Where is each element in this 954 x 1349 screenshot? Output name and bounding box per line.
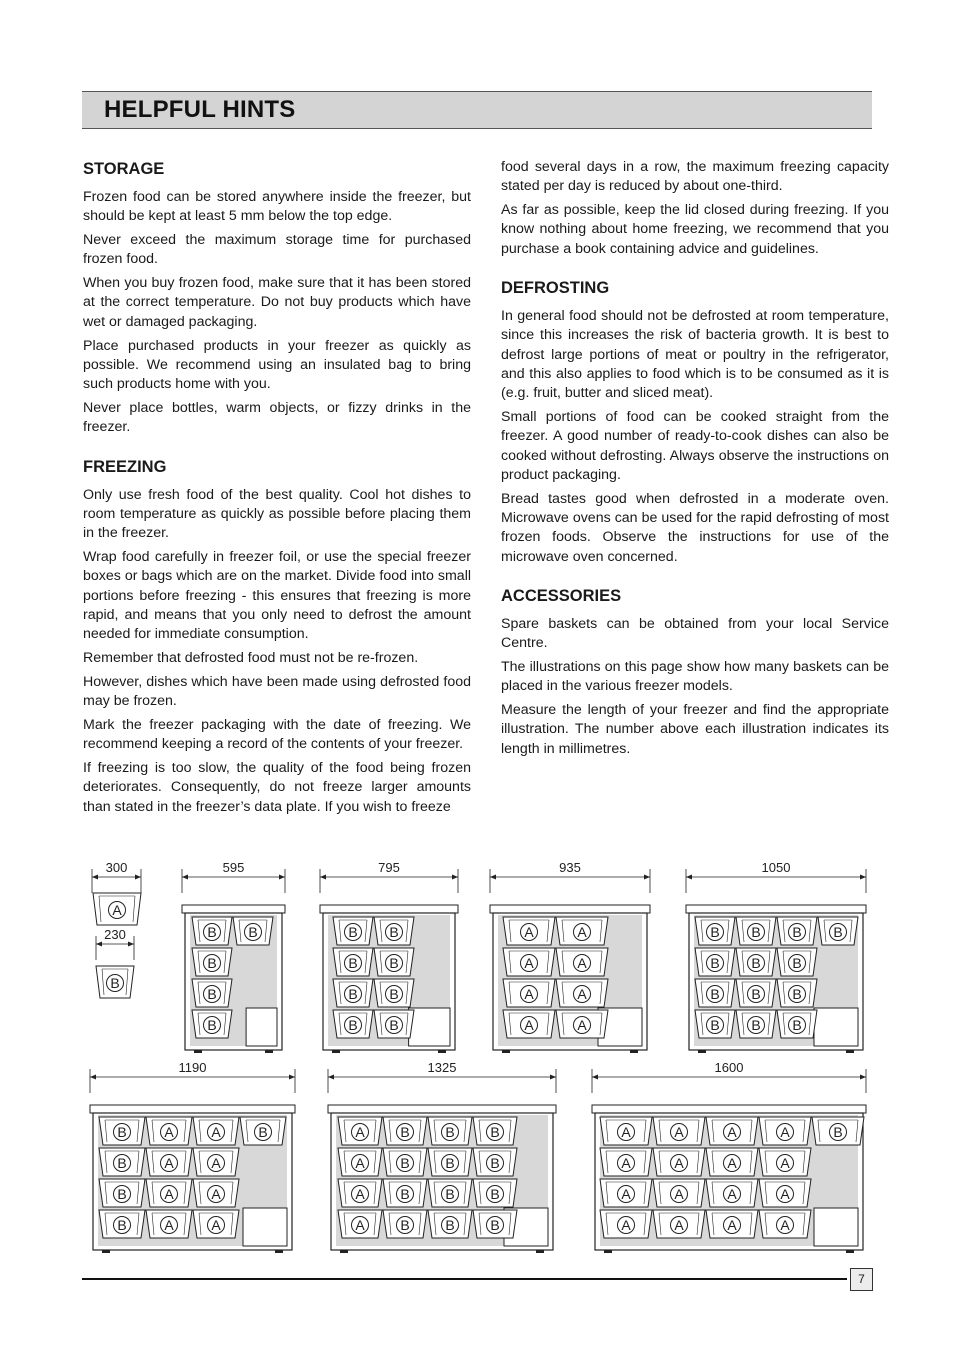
basket-b [99, 1148, 145, 1176]
basket-letter: A [780, 1217, 790, 1233]
basket-letter: B [751, 1017, 761, 1033]
basket-b [695, 1010, 735, 1038]
basket-letter: B [400, 1217, 410, 1233]
basket-letter: A [621, 1155, 631, 1171]
basket-b [473, 1179, 517, 1207]
basket-b [818, 917, 858, 945]
basket-a [759, 1148, 811, 1176]
basket-b [383, 1179, 427, 1207]
basket-b [192, 1010, 232, 1038]
basket-letter: B [445, 1217, 455, 1233]
basket-b [695, 979, 735, 1007]
basket-letter: A [621, 1124, 631, 1140]
dimension-label: 1190 [178, 1060, 207, 1075]
freezing-continued-paragraph: As far as possible, keep the lid closed during freezing. If you know nothing about home freezing, we recommend that you purchase a book containing advice and guidelines. [501, 202, 889, 257]
basket-b [333, 948, 373, 976]
basket-a [556, 917, 608, 945]
basket-b [428, 1179, 472, 1207]
freezing-paragraph: Remember that defrosted food must not be re-frozen. [83, 649, 419, 666]
basket-letter: A [524, 1017, 534, 1033]
section-title-bar [82, 91, 872, 129]
dimension-line [686, 860, 866, 893]
basket-a [600, 1117, 652, 1145]
basket-letter: B [258, 1124, 268, 1140]
basket-b [736, 948, 776, 976]
defrosting-paragraph: Bread tastes good when defrosted in a moderate oven. Microwave ovens can be used for the rapid defrosting of most frozen foods. Observe the instructions for use of the microwave oven concerned. [501, 490, 889, 565]
accessories-paragraph: Spare baskets can be obtained from your local Service Centre. [501, 615, 889, 652]
basket-b [473, 1148, 517, 1176]
basket-b [428, 1117, 472, 1145]
basket-a [146, 1148, 192, 1176]
basket-b [473, 1210, 517, 1238]
basket-letter: B [710, 924, 720, 940]
basket-a [706, 1117, 758, 1145]
basket-b [473, 1117, 517, 1145]
freezing-paragraph: If freezing is too slow, the quality of the food being frozen deteriorates. Consequently, do not freeze larger amounts than stated in the freezer’s data plate. If you wish to freeze [83, 759, 471, 815]
basket-letter: B [445, 1155, 455, 1171]
dimension-label: 595 [222, 860, 245, 875]
basket-b [695, 917, 735, 945]
basket-letter: B [445, 1124, 455, 1140]
basket-a [338, 1148, 382, 1176]
basket-letter: B [389, 955, 399, 971]
basket-letter: B [348, 986, 358, 1002]
basket-a [338, 1210, 382, 1238]
basket-letter: A [355, 1186, 365, 1202]
dimension-line [92, 860, 141, 893]
basket-b [374, 917, 414, 945]
basket-letter: A [211, 1217, 221, 1233]
storage-paragraph: When you buy frozen food, make sure that it has been stored at the correct temperature. Do not buy products which have wet or damaged packaging. [83, 275, 471, 330]
basket-letter: A [621, 1217, 631, 1233]
left-column [83, 158, 471, 821]
basket-b [777, 1010, 817, 1038]
basket-b [383, 1210, 427, 1238]
freezing-heading: FREEZING [83, 457, 167, 476]
basket-letter: B [110, 975, 120, 991]
dimension-line [328, 1060, 556, 1093]
basket-b [333, 1010, 373, 1038]
basket-a [653, 1117, 705, 1145]
basket-b [428, 1148, 472, 1176]
freezing-paragraph: Wrap food carefully in freezer foil, or use the special freezer boxes or bags which are on the market. Divide food into small portions before freezing - this ensures that freezing is more rapid, and means that you only need to defrost the amount needed for immediate consumption. [83, 548, 471, 643]
basket-letter: B [400, 1124, 410, 1140]
basket-b [99, 1117, 145, 1145]
basket-letter: B [833, 1124, 843, 1140]
dimension-label: 230 [104, 927, 126, 942]
basket-a [338, 1117, 382, 1145]
basket-b [812, 1117, 864, 1145]
basket-letter: A [577, 955, 587, 971]
basket-letter: B [117, 1217, 127, 1233]
basket-a [503, 1010, 555, 1038]
freezing-continued-paragraph: food several days in a row, the maximum freezing capacity stated per day is reduced by about one-third. [501, 159, 889, 195]
basket-letter: A [164, 1124, 174, 1140]
basket-b [777, 948, 817, 976]
basket-a-legend [93, 893, 141, 925]
basket-a [193, 1210, 239, 1238]
basket-letter: A [355, 1217, 365, 1233]
basket-a [653, 1148, 705, 1176]
basket-letter: B [400, 1186, 410, 1202]
basket-letter: A [780, 1155, 790, 1171]
dimension-label: 795 [378, 860, 400, 875]
storage-paragraph: Never place bottles, warm objects, or fizzy drinks in the freezer. [83, 399, 471, 436]
accessories-paragraph: The illustrations on this page show how many baskets can be placed in the various freezer models. [501, 658, 889, 695]
dimension-label: 935 [559, 860, 581, 875]
freezer-basket-illustrations [0, 855, 954, 1255]
basket-b [383, 1117, 427, 1145]
basket-b [736, 979, 776, 1007]
basket-b [333, 979, 373, 1007]
basket-b [777, 979, 817, 1007]
basket-a [338, 1179, 382, 1207]
basket-letter: B [710, 1017, 720, 1033]
basket-a [556, 1010, 608, 1038]
basket-a [503, 917, 555, 945]
dimension-label: 300 [105, 860, 128, 875]
dimension-line [592, 1060, 866, 1093]
freezing-paragraph: However, dishes which have been made using defrosted food may be frozen. [83, 673, 471, 710]
basket-letter: B [207, 1017, 217, 1033]
basket-letter: A [355, 1155, 365, 1171]
basket-a [193, 1117, 239, 1145]
basket-letter: A [524, 986, 534, 1002]
basket-letter: B [117, 1124, 127, 1140]
basket-letter: A [674, 1217, 684, 1233]
basket-a [193, 1179, 239, 1207]
basket-a [193, 1148, 239, 1176]
basket-letter: B [207, 924, 217, 940]
basket-b [192, 948, 232, 976]
basket-letter: A [164, 1217, 174, 1233]
dimension-label: 1600 [714, 1060, 744, 1075]
basket-a [503, 948, 555, 976]
page-number: 7 [850, 1268, 873, 1291]
basket-a [556, 979, 608, 1007]
basket-letter: A [727, 1124, 737, 1140]
basket-b-legend [96, 966, 134, 998]
dimension-line [182, 860, 285, 893]
basket-b [374, 979, 414, 1007]
basket-letter: B [792, 955, 802, 971]
basket-letter: A [211, 1155, 221, 1171]
basket-letter: B [117, 1186, 127, 1202]
basket-b [383, 1148, 427, 1176]
storage-heading: STORAGE [83, 160, 165, 178]
dimension-line [320, 860, 458, 893]
basket-letter: A [524, 924, 534, 940]
basket-letter: A [112, 902, 122, 918]
basket-letter: A [355, 1124, 365, 1140]
basket-letter: B [490, 1186, 500, 1202]
basket-letter: B [207, 986, 217, 1002]
basket-letter: B [389, 924, 399, 940]
dimension-line [96, 927, 134, 960]
basket-letter: A [577, 1017, 587, 1033]
defrosting-heading: DEFROSTING [501, 278, 610, 297]
basket-letter: A [577, 986, 587, 1002]
dimension-line [490, 860, 650, 893]
basket-b [374, 1010, 414, 1038]
basket-letter: A [727, 1186, 737, 1202]
basket-b [233, 917, 273, 945]
freezing-paragraph: Mark the freezer packaging with the date of freezing. We recommend keeping a record of the contents of your freezer. [83, 716, 471, 753]
basket-letter: B [490, 1124, 500, 1140]
basket-letter: A [621, 1186, 631, 1202]
basket-a [759, 1210, 811, 1238]
basket-a [600, 1148, 652, 1176]
basket-letter: A [524, 955, 534, 971]
basket-a [653, 1179, 705, 1207]
basket-letter: A [164, 1155, 174, 1171]
accessories-paragraph: Measure the length of your freezer and find the appropriate illustration. The number above each illustration indicates its length in millimetres. [501, 702, 889, 757]
basket-a [706, 1148, 758, 1176]
basket-a [556, 948, 608, 976]
basket-b [192, 979, 232, 1007]
basket-letter: B [792, 1017, 802, 1033]
basket-a [600, 1210, 652, 1238]
basket-letter: B [348, 1017, 358, 1033]
basket-letter: B [400, 1155, 410, 1171]
basket-letter: B [348, 955, 358, 971]
basket-a [706, 1179, 758, 1207]
basket-letter: B [389, 1017, 399, 1033]
basket-b [99, 1210, 145, 1238]
basket-letter: B [792, 986, 802, 1002]
basket-b [736, 1010, 776, 1038]
defrosting-paragraph: Small portions of food can be cooked straight from the freezer. A good number of ready-to-cook dishes can also be cooked without defrosting. Always observe the instructions on product packaging. [501, 408, 889, 483]
accessories-heading: ACCESSORIES [501, 586, 622, 605]
storage-paragraph: Place purchased products in your freezer as quickly as possible. We recommend using an insulated bag to bring such products home with you. [83, 337, 471, 393]
basket-a [146, 1117, 192, 1145]
basket-letter: B [490, 1155, 500, 1171]
basket-letter: A [780, 1186, 790, 1202]
basket-b [333, 917, 373, 945]
basket-letter: A [674, 1155, 684, 1171]
basket-letter: B [710, 986, 720, 1002]
basket-letter: B [117, 1155, 127, 1171]
storage-paragraph: Never exceed the maximum storage time for purchased frozen food. [83, 232, 471, 268]
basket-letter: B [751, 986, 761, 1002]
basket-b [374, 948, 414, 976]
dimension-label: 1325 [427, 1060, 457, 1075]
basket-letter: A [727, 1155, 737, 1171]
basket-b [428, 1210, 472, 1238]
basket-a [146, 1179, 192, 1207]
basket-b [240, 1117, 286, 1145]
basket-a [146, 1210, 192, 1238]
storage-paragraph: Frozen food can be stored anywhere inside the freezer, but should be kept at least 5 mm below the top edge. [83, 189, 471, 225]
defrosting-paragraph: In general food should not be defrosted at room temperature, since this increases the risk of bacteria growth. It is best to defrost large portions of meat or poultry in the refrigerator, and this also applies to food which is to be consumed as it is (e.g. fruit, butter and sliced meat). [501, 307, 889, 402]
basket-letter: B [389, 986, 399, 1002]
basket-letter: B [792, 924, 802, 940]
dimension-line [90, 1060, 295, 1093]
basket-letter: B [751, 924, 761, 940]
basket-letter: B [751, 955, 761, 971]
dimension-label: 1050 [761, 860, 791, 875]
basket-a [503, 979, 555, 1007]
basket-b [192, 917, 232, 945]
basket-letter: A [674, 1124, 684, 1140]
basket-letter: B [445, 1186, 455, 1202]
right-column [501, 158, 889, 763]
basket-a [600, 1179, 652, 1207]
basket-b [777, 917, 817, 945]
basket-b [695, 948, 735, 976]
basket-letter: B [348, 924, 358, 940]
basket-a [653, 1210, 705, 1238]
footer-rule [82, 1278, 847, 1280]
basket-letter: B [248, 924, 258, 940]
basket-letter: A [727, 1217, 737, 1233]
basket-a [759, 1179, 811, 1207]
basket-letter: A [674, 1186, 684, 1202]
basket-letter: A [780, 1124, 790, 1140]
basket-b [736, 917, 776, 945]
page-title: HELPFUL HINTS [104, 96, 296, 123]
basket-letter: A [577, 924, 587, 940]
basket-a [759, 1117, 811, 1145]
freezing-paragraph: Only use fresh food of the best quality. Cool hot dishes to room temperature as quickly as possible before placing them in the freezer. [83, 486, 471, 542]
basket-letter: B [833, 924, 843, 940]
basket-letter: B [710, 955, 720, 971]
basket-letter: B [490, 1217, 500, 1233]
basket-a [706, 1210, 758, 1238]
basket-letter: A [164, 1186, 174, 1202]
basket-b [99, 1179, 145, 1207]
basket-letter: B [207, 955, 217, 971]
basket-letter: A [211, 1186, 221, 1202]
basket-letter: A [211, 1124, 221, 1140]
